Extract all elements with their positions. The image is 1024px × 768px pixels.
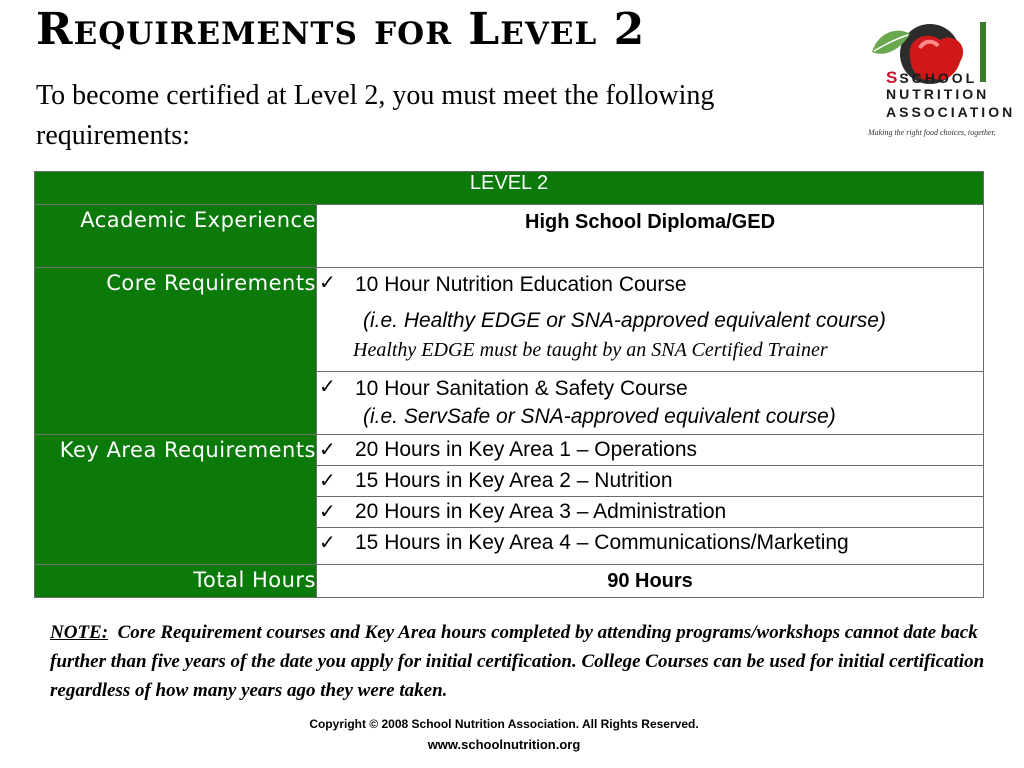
key-item-3-text: 20 Hours in Key Area 3 – Administration — [355, 500, 727, 523]
core-row-1 — [35, 268, 984, 372]
logo-word-association — [886, 104, 1015, 120]
key-item-3 — [317, 497, 983, 527]
key-item-1-text: 20 Hours in Key Area 1 – Operations — [355, 438, 698, 461]
core-item-1-text: 10 Hour Nutrition Education Course — [355, 273, 687, 296]
table-header: LEVEL 2 — [35, 172, 984, 205]
checkmark-icon: ✓ — [319, 272, 336, 294]
key-row-1 — [35, 435, 984, 466]
total-row — [35, 565, 984, 598]
key-item-1-cell — [317, 435, 984, 466]
checkmark-icon: ✓ — [319, 532, 336, 554]
core-item-1-sub: (i.e. Healthy EDGE or SNA-approved equivalent course) — [363, 309, 886, 332]
core-item-2 — [317, 372, 983, 404]
sna-logo — [862, 18, 1016, 140]
key-item-4 — [317, 528, 983, 558]
key-area-label: Key Area Requirements — [35, 435, 317, 565]
copyright-text: Copyright © 2008 School Nutrition Association. All Rights Reserved. — [270, 716, 738, 732]
checkmark-icon: ✓ — [319, 376, 336, 398]
academic-label: Academic Experience — [35, 205, 317, 268]
key-item-3-cell — [317, 497, 984, 528]
academic-value: High School Diploma/GED — [317, 205, 984, 268]
key-item-4-cell — [317, 528, 984, 565]
core-item-2-cell — [317, 372, 984, 435]
total-label: Total Hours — [35, 565, 317, 598]
logo-tagline: Making the right food choices, together. — [868, 128, 996, 137]
checkmark-icon: ✓ — [319, 439, 336, 461]
note-paragraph — [50, 618, 1010, 705]
logo-word-nutrition — [886, 86, 989, 102]
key-item-4-text: 15 Hours in Key Area 4 – Communications/Marketing — [355, 531, 849, 554]
total-value: 90 Hours — [317, 565, 984, 598]
logo-line1: SCHOOL — [899, 70, 978, 86]
requirements-table — [34, 171, 984, 598]
footer-url: www.schoolnutrition.org — [427, 737, 581, 752]
note-text: Core Requirement courses and Key Area hours completed by attending programs/workshops cannot date back further than five years of the date you apply for initial certification. College Courses can be used for initial certification regardless of how many years ago they were taken. — [50, 622, 985, 701]
page-title: Requirements for Level 2 — [36, 4, 646, 55]
core-item-2-text: 10 Hour Sanitation & Safety Course — [355, 377, 688, 400]
page-subtitle: To become certified at Level 2, you must meet the following requirements: — [36, 80, 715, 151]
core-item-1 — [317, 268, 983, 300]
academic-row — [35, 205, 984, 268]
core-label: Core Requirements — [35, 268, 317, 435]
logo-line3: ASSOCIATION — [886, 104, 1016, 120]
note-label: NOTE: — [50, 622, 109, 643]
key-item-2-cell — [317, 466, 984, 497]
key-item-2-text: 15 Hours in Key Area 2 – Nutrition — [355, 469, 673, 492]
checkmark-icon: ✓ — [319, 501, 336, 523]
logo-word-school: SSCHOOL — [886, 68, 978, 87]
table-header-row — [35, 172, 984, 205]
core-item-2-sub: (i.e. ServSafe or SNA-approved equivalent course) — [363, 405, 836, 428]
checkmark-icon: ✓ — [319, 470, 336, 492]
core-item-1-note: Healthy EDGE must be taught by an SNA Certified Trainer — [353, 339, 828, 361]
core-item-1-cell — [317, 268, 984, 372]
logo-line2: NUTRITION — [886, 86, 990, 102]
key-item-1 — [317, 435, 983, 465]
key-item-2 — [317, 466, 983, 496]
